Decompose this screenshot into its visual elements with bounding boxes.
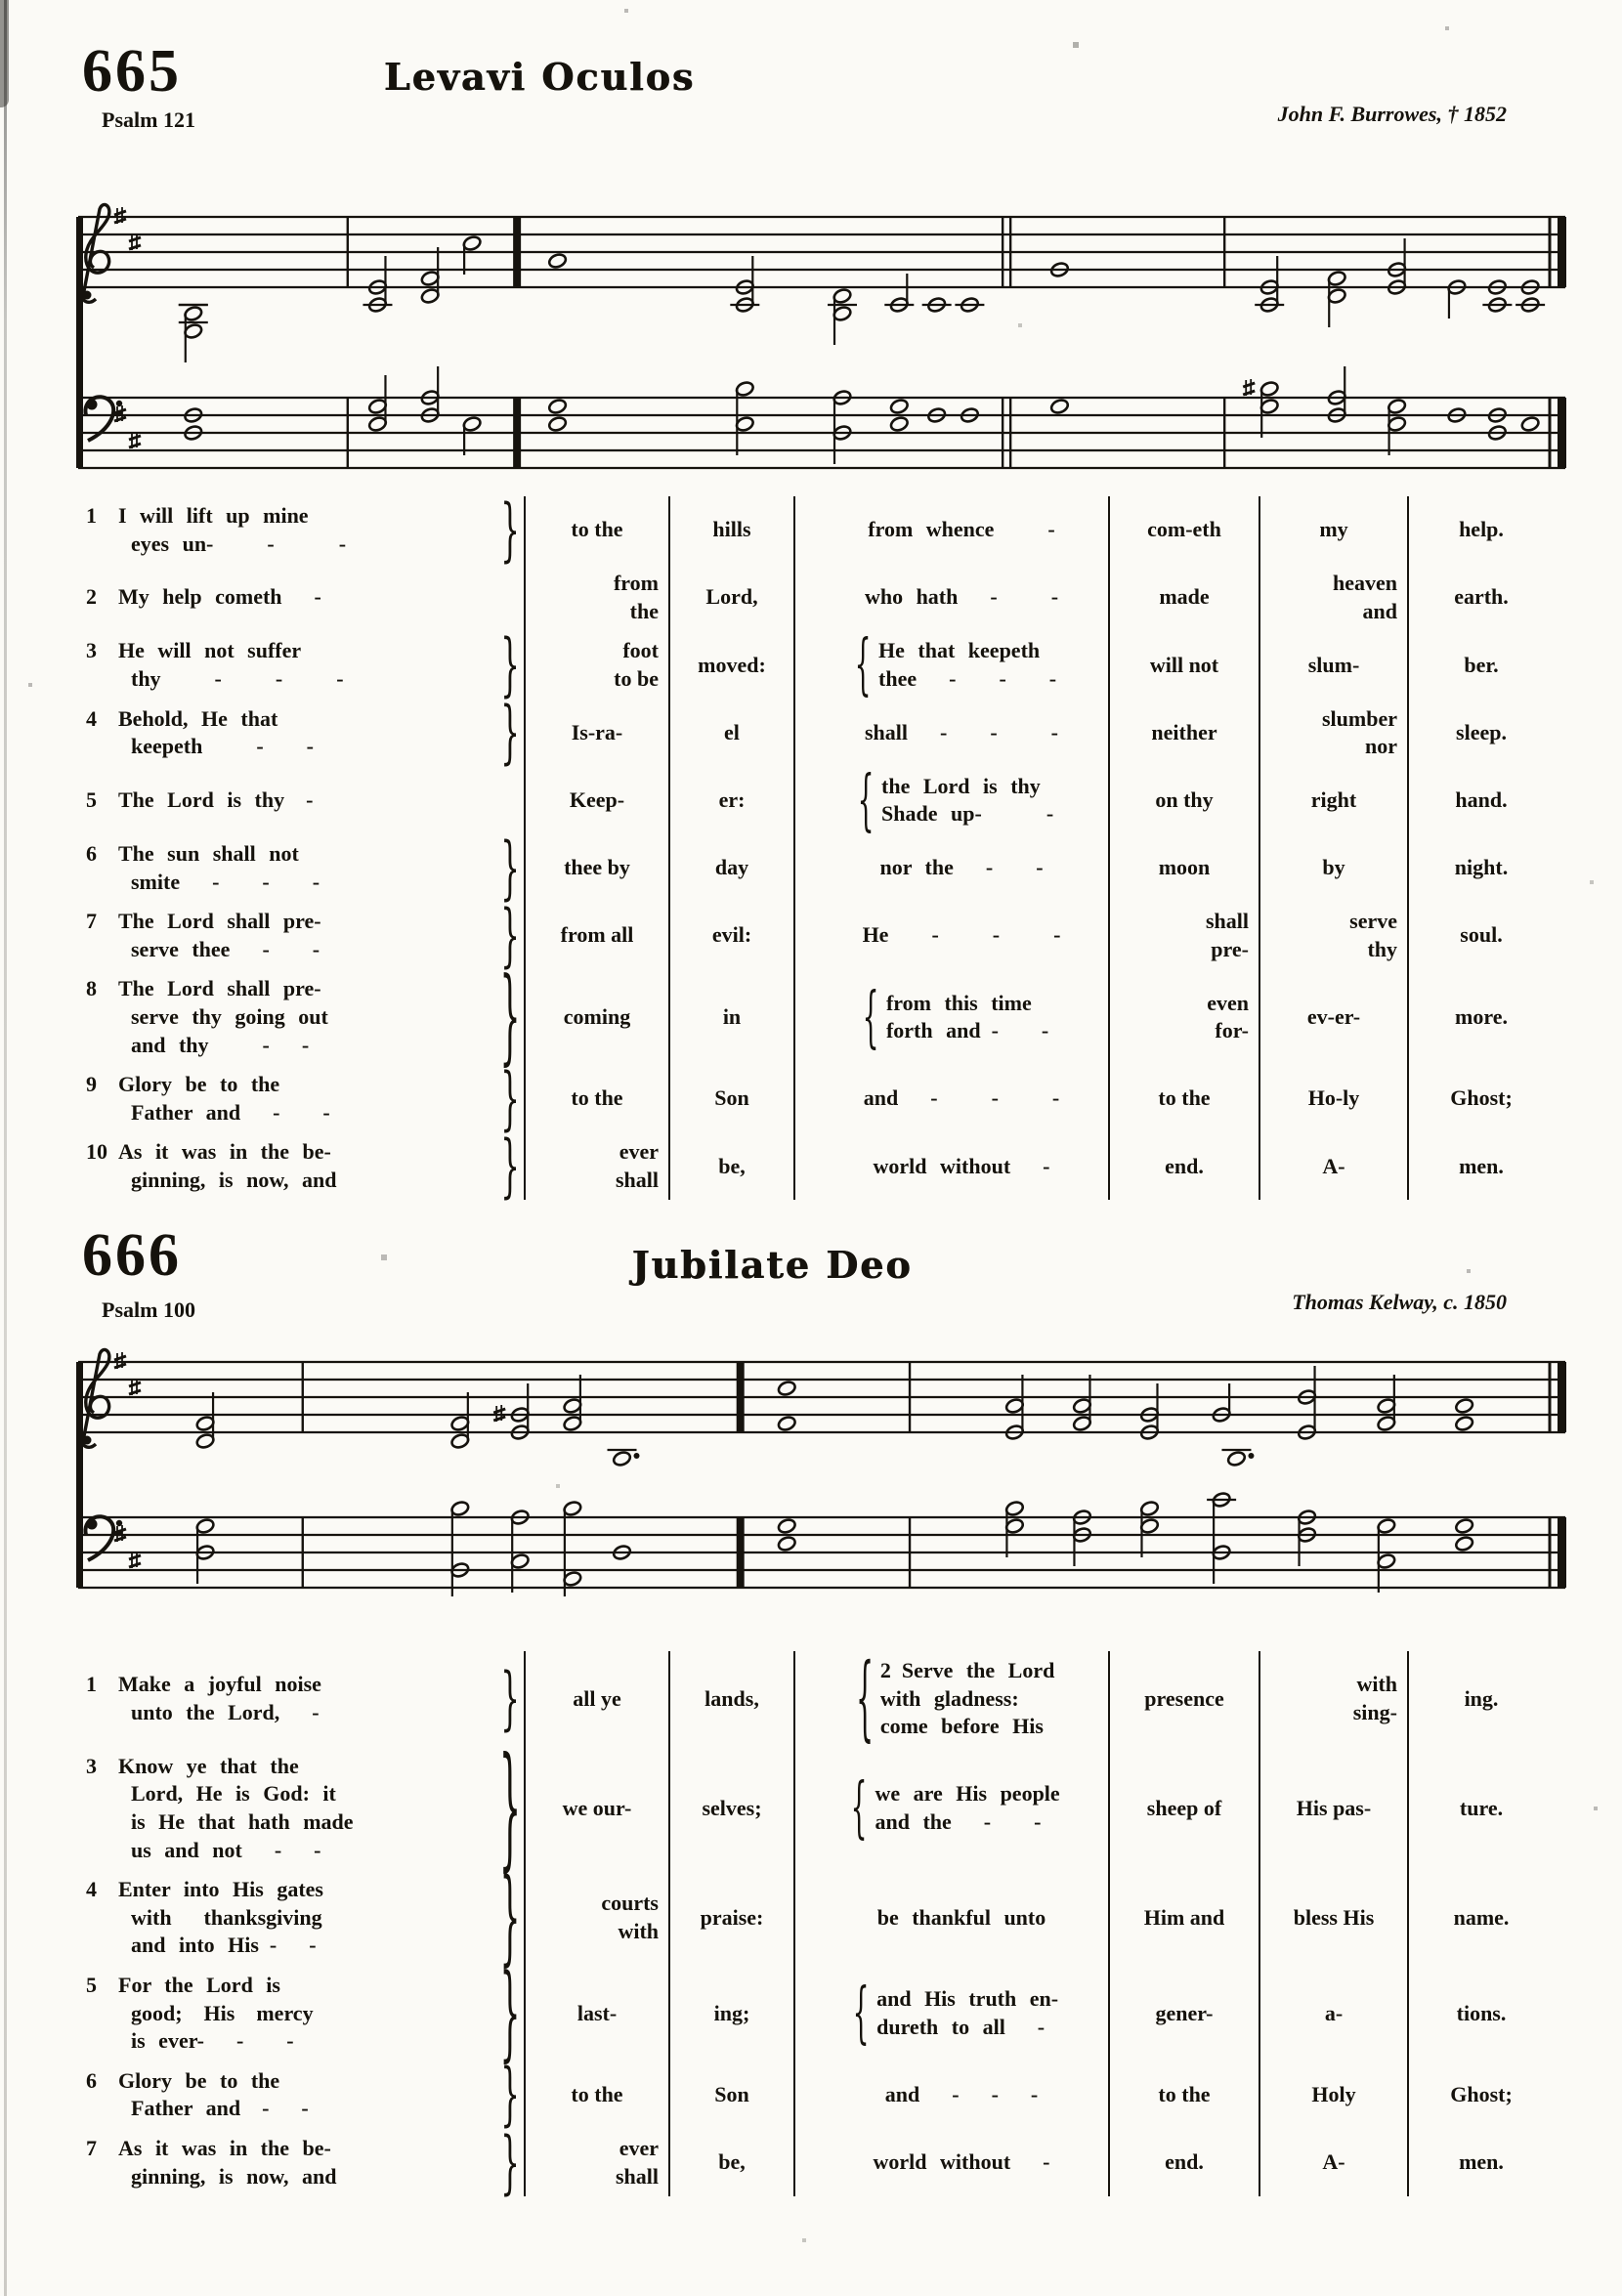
- verse-text: 5 For the Lord is good; His mercy is ever- - -: [86, 1972, 314, 2054]
- chant-mid-text: { from this time forth and - -: [885, 990, 1049, 1043]
- chant-syllable-cell: end.: [1108, 1132, 1259, 1200]
- verse-brace: [494, 496, 524, 564]
- chant-mid-text: { the Lord is thy Shade up- -: [881, 773, 1054, 827]
- chant-syllable-cell: praise:: [668, 1870, 793, 1966]
- chant-syllable-cell: el: [668, 700, 793, 767]
- chant-table-row: [72, 1747, 1554, 1870]
- chant-syllable-cell: foot to be: [524, 631, 668, 699]
- chant-syllable-cell: all ye: [524, 1651, 668, 1747]
- chant-syllable-cell: Son: [668, 2062, 793, 2129]
- scan-smudge: [0, 0, 9, 107]
- chant-syllable-cell: moved:: [668, 631, 793, 699]
- chant-syllable-cell: shall pre-: [1108, 902, 1259, 969]
- psalm-reference-666: Psalm 100: [102, 1297, 195, 1322]
- chant-table-665: [72, 496, 1554, 1200]
- chant-mid-cell: [793, 1870, 1108, 1966]
- chant-table-row: [72, 2129, 1554, 2196]
- verse-text: 2 My help cometh -: [86, 584, 321, 610]
- chant-syllable-cell: A-: [1259, 2129, 1407, 2196]
- chant-syllable-cell: serve thy: [1259, 902, 1407, 969]
- verse-text: 10 As it was in the be- ginning, is now, and: [86, 1139, 337, 1192]
- chant-syllable-cell: from all: [524, 902, 668, 969]
- chant-mid-cell: [793, 1065, 1108, 1132]
- chant-syllable-cell: Ghost;: [1407, 2062, 1554, 2129]
- chant-syllable-cell: Keep-: [524, 767, 668, 834]
- hymn-title-666: Jubilate Deo: [631, 1243, 913, 1287]
- chant-table-row: [72, 700, 1554, 767]
- chant-syllable-cell: to the: [524, 1065, 668, 1132]
- verse-text: 3 Know ye that the Lord, He is God: it is He that hath made us and not - -: [86, 1753, 354, 1862]
- chant-syllable-cell: men.: [1407, 2129, 1554, 2196]
- chant-syllable-cell: be,: [668, 1132, 793, 1200]
- chant-mid-text: shall - - -: [865, 719, 1058, 744]
- chant-syllable-cell: A-: [1259, 1132, 1407, 1200]
- chant-syllable-cell: selves;: [668, 1747, 793, 1870]
- chant-mid-cell: [793, 969, 1108, 1065]
- verse-brace: [494, 1966, 524, 2062]
- chant-syllable-cell: men.: [1407, 1132, 1554, 1200]
- chant-table-666: [72, 1651, 1554, 2196]
- chant-mid-text: He - - -: [862, 922, 1061, 948]
- hymn-number-666: 666: [82, 1222, 182, 1289]
- chant-mid-text: and - - -: [884, 2082, 1039, 2107]
- chant-syllable-cell: lands,: [668, 1651, 793, 1747]
- chant-syllable-cell: slum-: [1259, 631, 1407, 699]
- chant-syllable-cell: ever shall: [524, 2129, 668, 2196]
- music-score-665: [70, 188, 1569, 483]
- chant-syllable-cell: by: [1259, 834, 1407, 902]
- verse-text: 3 He will not suffer thy - - -: [86, 638, 344, 691]
- chant-syllable-cell: courts with: [524, 1870, 668, 1966]
- composer-attribution-666: Thomas Kelway, c. 1850: [1292, 1290, 1507, 1314]
- chant-syllable-cell: ing.: [1407, 1651, 1554, 1747]
- chant-syllable-cell: hand.: [1407, 767, 1554, 834]
- chant-mid-cell: [793, 834, 1108, 902]
- verse-text: 7 The Lord shall pre- serve thee - -: [86, 909, 321, 961]
- chant-table-row: [72, 631, 1554, 699]
- chant-mid-text: { He that keepeth thee - - -: [878, 638, 1057, 691]
- verse-brace: [494, 2129, 524, 2196]
- verse-text: 6 Glory be to the Father and - -: [86, 2067, 309, 2121]
- chant-syllable-cell: neither: [1108, 700, 1259, 767]
- chant-syllable-cell: we our-: [524, 1747, 668, 1870]
- chant-mid-text: world without -: [873, 1153, 1050, 1178]
- chant-syllable-cell: tions.: [1407, 1966, 1554, 2062]
- chant-syllable-cell: Ghost;: [1407, 1065, 1554, 1132]
- chant-mid-cell: [793, 564, 1108, 631]
- chant-syllable-cell: day: [668, 834, 793, 902]
- music-score-666: [70, 1340, 1569, 1596]
- chant-mid-text: from whence -: [868, 517, 1055, 542]
- chant-syllable-cell: to the: [524, 496, 668, 564]
- chant-mid-cell: [793, 700, 1108, 767]
- chant-syllable-cell: earth.: [1407, 564, 1554, 631]
- chant-mid-text: world without -: [873, 2149, 1050, 2175]
- chant-mid-cell: [793, 496, 1108, 564]
- verse-text: 8 The Lord shall pre- serve thy going out and thy - -: [86, 976, 328, 1057]
- chant-syllable-cell: with sing-: [1259, 1651, 1407, 1747]
- chant-syllable-cell: heaven and: [1259, 564, 1407, 631]
- chant-syllable-cell: sleep.: [1407, 700, 1554, 767]
- chant-mid-text: nor the - -: [879, 855, 1044, 880]
- chant-syllable-cell: evil:: [668, 902, 793, 969]
- composer-attribution-665: John F. Burrowes, † 1852: [1277, 102, 1507, 126]
- chant-table-row: [72, 2062, 1554, 2129]
- chant-syllable-cell: will not: [1108, 631, 1259, 699]
- chant-table-row: [72, 834, 1554, 902]
- chant-table-row: [72, 1651, 1554, 1747]
- chant-mid-cell: [793, 1966, 1108, 2062]
- verse-text: 6 The sun shall not smite - - -: [86, 840, 320, 894]
- hymn-title-665: Levavi Oculos: [383, 55, 696, 99]
- chant-syllable-cell: com-eth: [1108, 496, 1259, 564]
- scan-speckles: [0, 0, 2, 2]
- chant-syllable-cell: ing;: [668, 1966, 793, 2062]
- chant-syllable-cell: a-: [1259, 1966, 1407, 2062]
- chant-table-row: [72, 496, 1554, 564]
- chant-syllable-cell: to the: [1108, 1065, 1259, 1132]
- verse-text: 1 Make a joyful noise unto the Lord, -: [86, 1672, 321, 1724]
- chant-syllable-cell: even for-: [1108, 969, 1259, 1065]
- chant-mid-cell: [793, 1747, 1108, 1870]
- verse-text: 4 Enter into His gates with thanksgiving and into His - -: [86, 1877, 323, 1958]
- chant-table-row: [72, 969, 1554, 1065]
- chant-syllable-cell: help.: [1407, 496, 1554, 564]
- verse-text: 5 The Lord is thy -: [86, 787, 314, 813]
- chant-syllable-cell: in: [668, 969, 793, 1065]
- chant-syllable-cell: end.: [1108, 2129, 1259, 2196]
- chant-table-row: [72, 1870, 1554, 1966]
- chant-mid-cell: [793, 2062, 1108, 2129]
- chant-syllable-cell: Lord,: [668, 564, 793, 631]
- chant-syllable-cell: right: [1259, 767, 1407, 834]
- chant-syllable-cell: name.: [1407, 1870, 1554, 1966]
- chant-syllable-cell: last-: [524, 1966, 668, 2062]
- chant-syllable-cell: hills: [668, 496, 793, 564]
- chant-mid-text: { and His truth en- dureth to all -: [876, 1986, 1059, 2039]
- chant-syllable-cell: to the: [1108, 2062, 1259, 2129]
- chant-syllable-cell: bless His: [1259, 1870, 1407, 1966]
- chant-syllable-cell: His pas-: [1259, 1747, 1407, 1870]
- verse-brace: [494, 700, 524, 767]
- chant-mid-cell: [793, 631, 1108, 699]
- chant-table-row: [72, 1132, 1554, 1200]
- chant-mid-cell: [793, 1651, 1108, 1747]
- chant-syllable-cell: gener-: [1108, 1966, 1259, 2062]
- chant-syllable-cell: Ho-ly: [1259, 1065, 1407, 1132]
- chant-syllable-cell: Son: [668, 1065, 793, 1132]
- chant-table-row: [72, 1966, 1554, 2062]
- chant-syllable-cell: ever shall: [524, 1132, 668, 1200]
- chant-syllable-cell: from the: [524, 564, 668, 631]
- chant-syllable-cell: my: [1259, 496, 1407, 564]
- chant-mid-cell: [793, 902, 1108, 969]
- chant-syllable-cell: coming: [524, 969, 668, 1065]
- chant-syllable-cell: presence: [1108, 1651, 1259, 1747]
- chant-syllable-cell: more.: [1407, 969, 1554, 1065]
- chant-mid-text: be thankful unto: [876, 1904, 1046, 1930]
- verse-brace: [494, 969, 524, 1065]
- chant-table-row: [72, 767, 1554, 834]
- chant-mid-cell: [793, 2129, 1108, 2196]
- chant-syllable-cell: ture.: [1407, 1747, 1554, 1870]
- verse-brace: [494, 1132, 524, 1200]
- psalm-reference-665: Psalm 121: [102, 107, 195, 132]
- chant-syllable-cell: soul.: [1407, 902, 1554, 969]
- verse-text: 9 Glory be to the Father and - -: [86, 1072, 330, 1125]
- verse-text: 4 Behold, He that keepeth - -: [86, 705, 314, 759]
- verse-text: 1 I will lift up mine eyes un- - -: [86, 503, 347, 556]
- chant-syllable-cell: on thy: [1108, 767, 1259, 834]
- chant-syllable-cell: be,: [668, 2129, 793, 2196]
- chant-table-row: [72, 902, 1554, 969]
- verse-text: 7 As it was in the be- ginning, is now, and: [86, 2135, 337, 2189]
- scan-edge-artifact: [4, 0, 7, 2296]
- chant-syllable-cell: Holy: [1259, 2062, 1407, 2129]
- chant-syllable-cell: moon: [1108, 834, 1259, 902]
- chant-mid-text: and - - -: [863, 1085, 1060, 1111]
- chant-table-row: [72, 1065, 1554, 1132]
- chant-syllable-cell: ber.: [1407, 631, 1554, 699]
- chant-syllable-cell: Him and: [1108, 1870, 1259, 1966]
- chant-syllable-cell: thee by: [524, 834, 668, 902]
- chant-syllable-cell: Is-ra-: [524, 700, 668, 767]
- chant-table-row: [72, 564, 1554, 631]
- chant-syllable-cell: er:: [668, 767, 793, 834]
- chant-syllable-cell: ev-er-: [1259, 969, 1407, 1065]
- chant-syllable-cell: made: [1108, 564, 1259, 631]
- chant-syllable-cell: to the: [524, 2062, 668, 2129]
- chant-syllable-cell: sheep of: [1108, 1747, 1259, 1870]
- chant-mid-cell: [793, 1132, 1108, 1200]
- hymn-number-665: 665: [82, 38, 182, 105]
- chant-syllable-cell: slumber nor: [1259, 700, 1407, 767]
- chant-mid-text: { 2 Serve the Lord with gladness: come before His: [879, 1658, 1055, 1739]
- chant-mid-cell: [793, 767, 1108, 834]
- chant-syllable-cell: night.: [1407, 834, 1554, 902]
- chant-mid-text: who hath - -: [864, 584, 1059, 610]
- chant-mid-text: { we are His people and the - -: [875, 1781, 1060, 1834]
